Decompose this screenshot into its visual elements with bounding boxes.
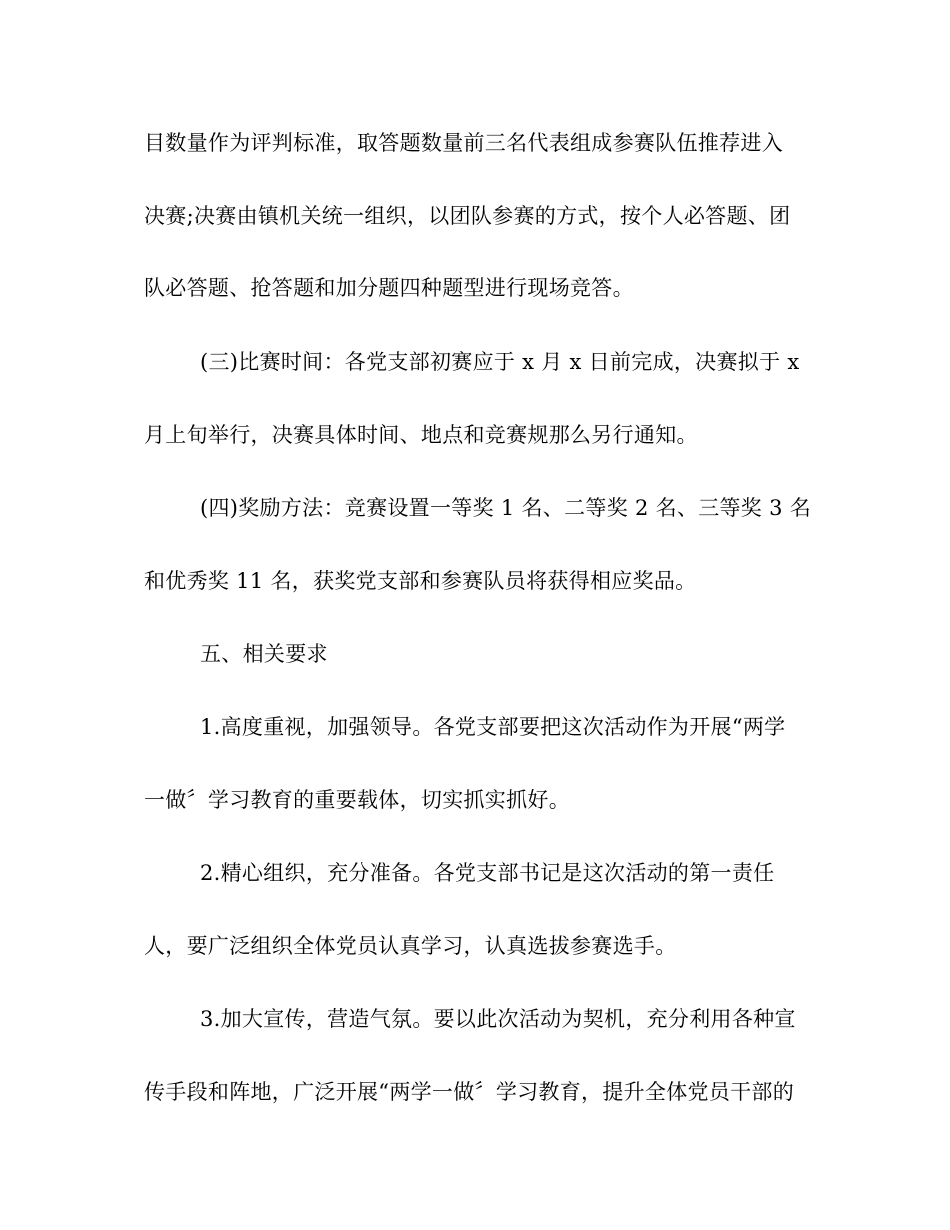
paragraph-line: 1.高度重视，加强领导。各党支部要把这次活动作为开展“两学 xyxy=(200,715,786,739)
section-heading: 五、相关要求 xyxy=(200,642,328,666)
paragraph-line: (四)奖励方法：竞赛设置一等奖 1 名、二等奖 2 名、三等奖 3 名 xyxy=(200,496,812,520)
paragraph-line: 2.精心组织，充分准备。各党支部书记是这次活动的第一责任 xyxy=(200,861,775,885)
paragraph-line: 3.加大宣传，营造气氛。要以此次活动为契机，充分利用各种宣 xyxy=(200,1007,796,1031)
paragraph-line: 一做〞学习教育的重要载体，切实抓实抓好。 xyxy=(144,788,570,812)
paragraph-line: (三)比赛时间：各党支部初赛应于 x 月 x 日前完成，决赛拟于 x xyxy=(200,350,800,374)
paragraph-line: 队必答题、抢答题和加分题四种题型进行现场竞答。 xyxy=(144,276,634,300)
paragraph-line: 目数量作为评判标准，取答题数量前三名代表组成参赛队伍推荐进入 xyxy=(144,131,783,155)
paragraph-line: 人，要广泛组织全体党员认真学习，认真选拔参赛选手。 xyxy=(144,934,677,958)
paragraph-line: 月上旬举行，决赛具体时间、地点和竞赛规那么另行通知。 xyxy=(144,423,698,447)
paragraph-line: 和优秀奖 11 名，获奖党支部和参赛队员将获得相应奖品。 xyxy=(144,569,697,593)
paragraph-line: 传手段和阵地，广泛开展“两学一做〞学习教育，提升全体党员干部的 xyxy=(144,1080,795,1104)
paragraph-line: 决赛;决赛由镇机关统一组织，以团队参赛的方式，按个人必答题、团 xyxy=(144,204,791,228)
